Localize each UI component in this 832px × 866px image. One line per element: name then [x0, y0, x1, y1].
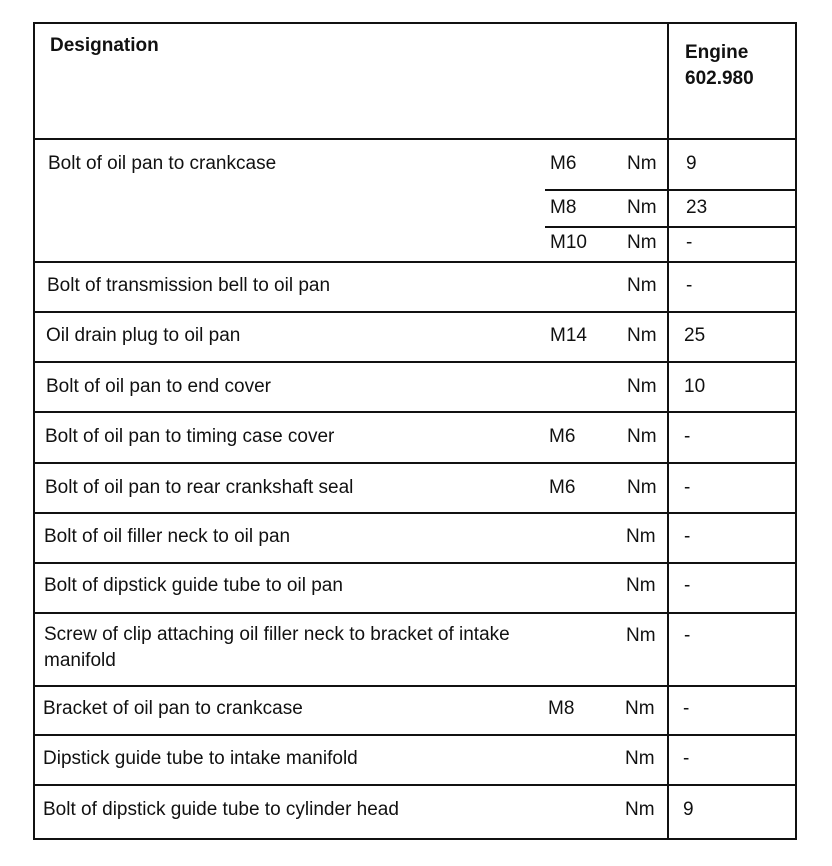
row-designation: Bolt of oil pan to timing case cover — [45, 426, 335, 447]
row-value: - — [684, 426, 691, 447]
row-divider — [33, 784, 797, 786]
row-value: - — [684, 575, 691, 596]
header-designation: Designation — [50, 35, 159, 56]
row-value: - — [684, 625, 691, 646]
row-unit: Nm — [627, 376, 657, 397]
row-unit: Nm — [627, 426, 657, 447]
row-designation: Bolt of oil filler neck to oil pan — [44, 526, 291, 547]
row-divider — [33, 311, 797, 313]
row-unit: Nm — [627, 197, 657, 218]
row-designation: Bolt of oil pan to rear crankshaft seal — [45, 477, 354, 498]
row-unit: Nm — [626, 526, 656, 547]
row-unit: Nm — [627, 153, 657, 174]
row-value: 23 — [686, 197, 708, 218]
header-engine-code: 602.980 — [685, 68, 754, 89]
row-value: - — [684, 477, 691, 498]
row-unit: Nm — [625, 799, 655, 820]
row-divider — [33, 411, 797, 413]
row-thread: M8 — [550, 197, 577, 218]
row-value: 25 — [684, 325, 706, 346]
row-divider — [545, 189, 797, 191]
row-thread: M6 — [549, 477, 576, 498]
row-designation: Bolt of dipstick guide tube to oil pan — [44, 575, 343, 596]
row-designation: Bolt of oil pan to end cover — [46, 376, 271, 397]
row-unit: Nm — [627, 275, 657, 296]
row-unit: Nm — [627, 325, 657, 346]
row-designation: Bolt of transmission bell to oil pan — [47, 275, 331, 296]
row-thread: M6 — [550, 153, 577, 174]
row-unit: Nm — [627, 232, 657, 253]
row-thread: M6 — [549, 426, 576, 447]
row-designation: Dipstick guide tube to intake manifold — [43, 748, 358, 769]
row-value: - — [683, 698, 690, 719]
row-unit: Nm — [626, 575, 656, 596]
row-divider — [33, 361, 797, 363]
row-divider — [33, 685, 797, 687]
row-designation: Bolt of dipstick guide tube to cylinder head — [43, 799, 399, 820]
row-designation: Bracket of oil pan to crankcase — [43, 698, 303, 719]
row-unit: Nm — [627, 477, 657, 498]
row-divider — [33, 562, 797, 564]
row-designation: Bolt of oil pan to crankcase — [48, 153, 277, 174]
row-divider — [33, 512, 797, 514]
row-thread: M8 — [548, 698, 575, 719]
row-unit: Nm — [626, 625, 656, 646]
row-value: 9 — [683, 799, 694, 820]
row-value: 9 — [686, 153, 697, 174]
row-thread: M10 — [550, 232, 587, 253]
row-designation: Oil drain plug to oil pan — [46, 325, 241, 346]
row-thread: M14 — [550, 325, 587, 346]
row-divider — [33, 261, 797, 263]
row-value: - — [686, 232, 693, 253]
row-value: - — [683, 748, 690, 769]
row-divider — [33, 734, 797, 736]
row-value: - — [684, 526, 691, 547]
header-divider — [33, 138, 797, 140]
row-divider — [33, 612, 797, 614]
row-value: 10 — [684, 376, 706, 397]
column-divider — [667, 22, 669, 840]
row-divider — [33, 462, 797, 464]
row-unit: Nm — [625, 698, 655, 719]
row-value: - — [686, 275, 693, 296]
header-engine-label: Engine — [685, 42, 749, 63]
row-divider — [545, 226, 797, 228]
row-designation: Screw of clip attaching oil filler neck to bracket of intake manifold — [44, 624, 510, 671]
row-unit: Nm — [625, 748, 655, 769]
